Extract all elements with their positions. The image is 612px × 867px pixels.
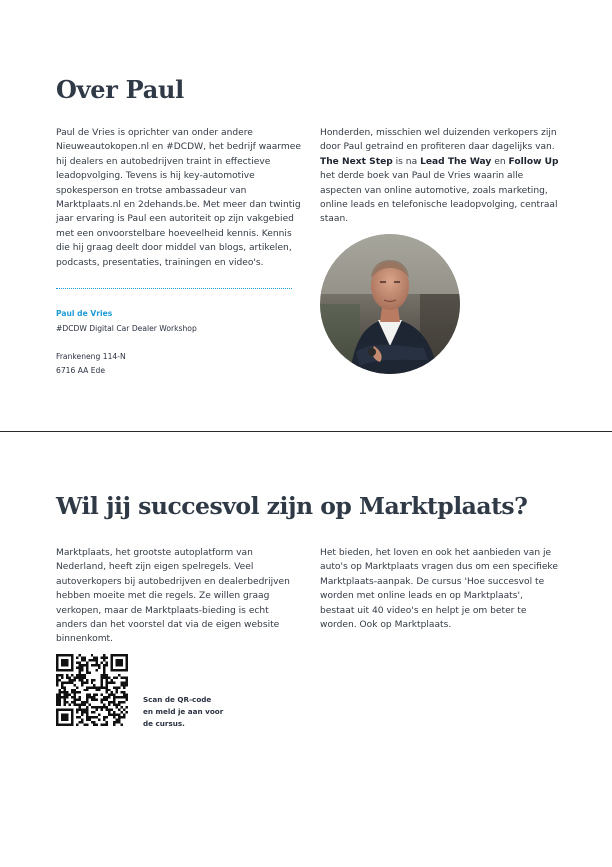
marktplaats-intro: Marktplaats, het grootste autoplatform van Nederland, heeft zijn eigen spelregels. Veel autoverkopers bij autobedrijven en dealerbedrijven hebben moeite met die regels. Ze willen graag verkopen, maar de Marktplaats-bieding is echt anders dan het voorstel dat via de eigen website binnenkomt. xyxy=(56,548,290,645)
books-text-2: en xyxy=(494,156,506,167)
scan-line: de cursus. xyxy=(143,719,185,728)
marktplaats-title: Wil jij succesvol zijn op Marktplaats? xyxy=(56,492,528,520)
book-title-follow-up: Follow Up xyxy=(508,156,559,167)
contact-street: Frankeneng 114-N xyxy=(56,352,126,361)
contact-city: 6716 AA Ede xyxy=(56,366,106,375)
contact-company: #DCDW Digital Car Dealer Workshop xyxy=(56,324,197,333)
book-title-next-step: The Next Step xyxy=(320,156,393,167)
portrait-photo xyxy=(320,234,460,374)
books-intro: Honderden, misschien wel duizenden verkopers zijn door Paul getraind en profiteren daar dagelijks van. xyxy=(320,128,557,153)
book-title-lead-the-way: Lead The Way xyxy=(420,156,492,167)
scan-line: Scan de QR-code xyxy=(143,695,212,704)
about-title: Over Paul xyxy=(56,75,184,104)
books-text-1: is na xyxy=(395,156,418,167)
contact-name: Paul de Vries xyxy=(56,309,113,318)
about-bio: Paul de Vries is oprichter van onder andere Nieuweautokopen.nl en #DCDW, het bedrijf waarmee hij dealers en autobedrijven traint in effectieve leadopvolging. Tevens is hij key-automotive spokesperson en trotse ambassadeur van Marktplaats.nl en 2dehands.be. Met meer dan twintig jaar ervaring is Paul een autoriteit op zijn vakgebied met een onvoorstelbare hoeveelheid kennis. Kennis die hij graag deelt door middel van blogs, artikelen, podcasts, presentaties, trainingen en video's. xyxy=(56,128,301,268)
portrait-illustration xyxy=(320,234,460,374)
marktplaats-course: Het bieden, het loven en ook het aanbieden van je auto's op Marktplaats vragen dus om een specifieke Marktplaats-aanpak. De cursus 'Hoe succesvol te worden met online leads en op Marktplaats', bestaat uit 40 video's en helpt je om beter te worden. Ook op Marktplaats. xyxy=(320,548,558,631)
qr-code-icon[interactable] xyxy=(56,654,128,726)
section-divider xyxy=(0,431,612,432)
qr-code-image xyxy=(56,654,128,726)
books-text-3: het derde boek van Paul de Vries waarin alle aspecten van online automotive, zoals marketing, online leads en telefonische leadopvolging, centraal staan. xyxy=(320,171,558,225)
dotted-divider xyxy=(56,288,292,289)
about-books xyxy=(320,126,560,227)
scan-line: en meld je aan voor xyxy=(143,707,224,716)
scan-instruction xyxy=(143,694,233,730)
